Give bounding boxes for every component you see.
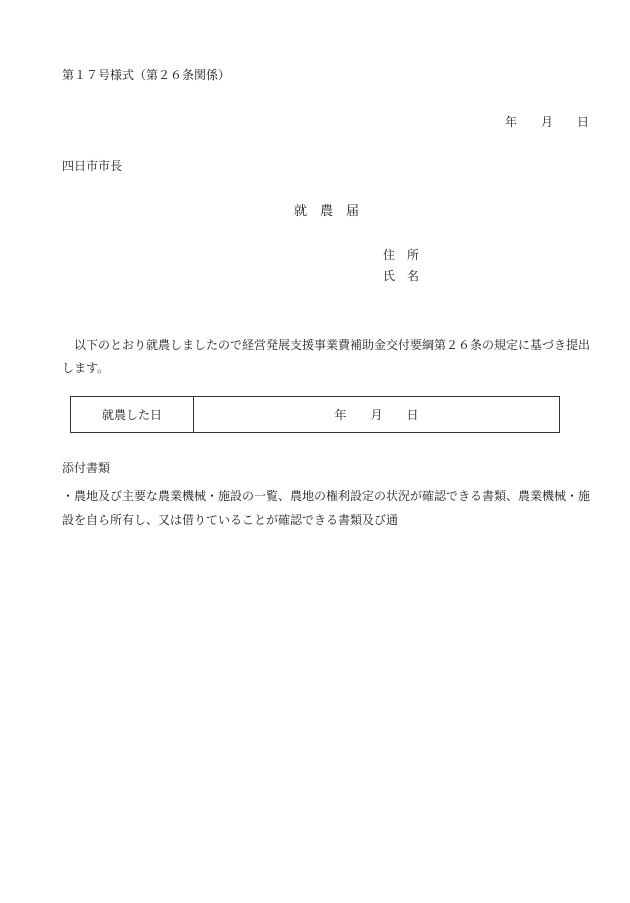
addressee: 四日市市長 bbox=[62, 159, 123, 173]
attachment-item: ・農地及び主要な農業機械・施設の一覧、農地の権利設定の状況が確認できる書類、農業機械・施設を自ら所有し、又は借りていることが確認できる書類及び通 bbox=[62, 489, 591, 527]
address-label: 住 所 bbox=[383, 248, 420, 262]
body-text: 以下のとおり就農しましたので経営発展支援事業費補助金交付要綱第２６条の規定に基づき提出します。 bbox=[62, 338, 591, 375]
farming-date-table bbox=[70, 396, 560, 433]
name-label: 氏 名 bbox=[383, 269, 420, 283]
farming-date-label: 就農した日 bbox=[71, 397, 194, 433]
form-number: 第１７号様式（第２６条関係） bbox=[62, 68, 231, 82]
farming-date-value: 年 月 日 bbox=[194, 397, 560, 433]
document-title: 就 農 届 bbox=[294, 204, 360, 219]
attachments-heading: 添付書類 bbox=[62, 461, 111, 475]
table-row bbox=[71, 397, 560, 433]
date-line: 年 月 日 bbox=[504, 115, 589, 129]
